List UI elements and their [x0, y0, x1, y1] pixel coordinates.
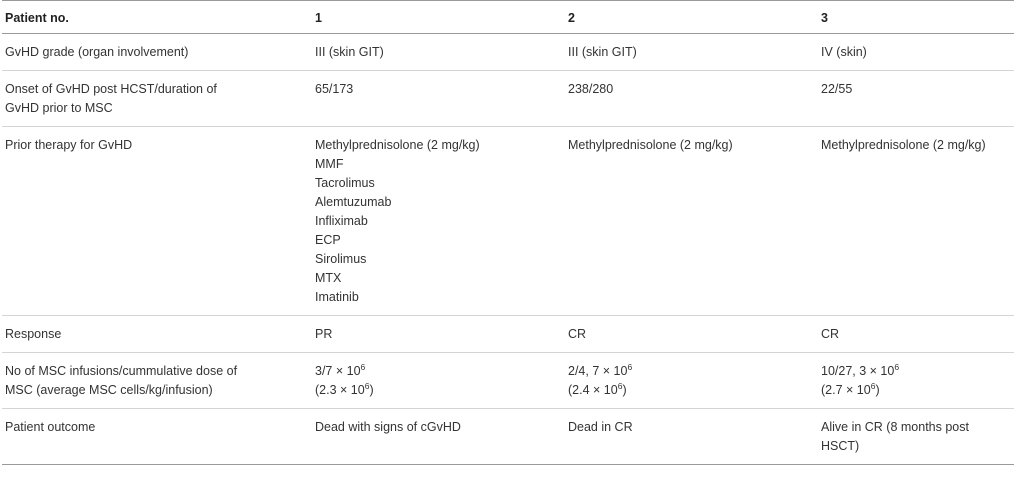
cell-text: (2.4 × 10	[568, 383, 618, 397]
cell-line	[315, 80, 565, 99]
table-row	[2, 127, 1014, 316]
row-label-line: GvHD grade (organ involvement)	[5, 45, 189, 59]
row-label-line: No of MSC infusions/cummulative dose of	[5, 364, 238, 378]
row-label-line: Patient outcome	[5, 420, 96, 434]
cell-text: CR	[568, 327, 587, 341]
cell-line	[315, 43, 565, 62]
cell-line	[821, 43, 1014, 62]
row-label-line: Onset of GvHD post HCST/duration of	[5, 82, 217, 96]
cell-line	[315, 231, 565, 250]
cell-text: Methylprednisolone (2 mg/kg)	[315, 138, 480, 152]
cell-text: IV (skin)	[821, 45, 867, 59]
cell-line	[315, 381, 565, 400]
exponent: 6	[627, 362, 633, 372]
cell-text: Infliximab	[315, 214, 368, 228]
header-patient-1: 1	[312, 1, 565, 34]
cell-line	[315, 136, 565, 155]
cell-text-suffix: )	[369, 383, 374, 397]
cell-text: III (skin GIT)	[568, 45, 637, 59]
cell-text: Methylprednisolone (2 mg/kg)	[568, 138, 733, 152]
cell-text-suffix: )	[875, 383, 880, 397]
cell-patient-3	[818, 71, 1014, 127]
cell-text: (2.7 × 10	[821, 383, 871, 397]
row-label	[2, 34, 312, 71]
cell-line	[821, 362, 1014, 381]
cell-text: 10/27, 3 × 10	[821, 364, 895, 378]
cell-line	[315, 418, 565, 437]
cell-line	[568, 80, 818, 99]
cell-patient-1	[312, 316, 565, 353]
cell-line	[568, 43, 818, 62]
patient-table	[2, 0, 1014, 465]
cell-patient-1	[312, 71, 565, 127]
cell-text: Imatinib	[315, 290, 359, 304]
cell-text: III (skin GIT)	[315, 45, 384, 59]
cell-text: Alive in CR (8 months post	[821, 420, 969, 434]
cell-text: Dead in CR	[568, 420, 633, 434]
row-label	[2, 316, 312, 353]
exponent: 6	[617, 381, 623, 391]
cell-line	[821, 325, 1014, 344]
cell-text: (2.3 × 10	[315, 383, 365, 397]
table-body	[2, 34, 1014, 465]
cell-patient-2	[565, 34, 818, 71]
cell-line	[315, 362, 565, 381]
table-row	[2, 71, 1014, 127]
cell-line	[821, 418, 1014, 437]
cell-line	[315, 155, 565, 174]
cell-text: 2/4, 7 × 10	[568, 364, 628, 378]
cell-patient-2	[565, 127, 818, 316]
cell-text: Alemtuzumab	[315, 195, 392, 209]
cell-text: 238/280	[568, 82, 614, 96]
cell-patient-2	[565, 353, 818, 409]
cell-patient-2	[565, 71, 818, 127]
cell-patient-3	[818, 34, 1014, 71]
cell-patient-3	[818, 127, 1014, 316]
cell-line	[568, 381, 818, 400]
cell-patient-1	[312, 34, 565, 71]
row-label	[2, 353, 312, 409]
header-patient-2: 2	[565, 1, 818, 34]
cell-text: HSCT)	[821, 439, 860, 453]
cell-patient-3	[818, 316, 1014, 353]
cell-patient-2	[565, 409, 818, 465]
cell-line	[821, 80, 1014, 99]
cell-patient-3	[818, 409, 1014, 465]
row-label-line: GvHD prior to MSC	[5, 101, 113, 115]
cell-line	[568, 362, 818, 381]
cell-text: Tacrolimus	[315, 176, 375, 190]
header-patient-no: Patient no.	[2, 1, 312, 34]
cell-text: MTX	[315, 271, 342, 285]
cell-text-suffix: )	[622, 383, 627, 397]
cell-text: PR	[315, 327, 333, 341]
row-label-line: Response	[5, 327, 62, 341]
cell-patient-1	[312, 127, 565, 316]
cell-line	[568, 136, 818, 155]
row-label-line: Prior therapy for GvHD	[5, 138, 133, 152]
header-row	[2, 1, 1014, 34]
row-label-line: MSC (average MSC cells/kg/infusion)	[5, 383, 213, 397]
cell-patient-3	[818, 353, 1014, 409]
exponent: 6	[894, 362, 900, 372]
cell-text: 22/55	[821, 82, 853, 96]
cell-text: 3/7 × 10	[315, 364, 361, 378]
table-row	[2, 409, 1014, 465]
cell-line	[315, 325, 565, 344]
table-row	[2, 353, 1014, 409]
row-label	[2, 127, 312, 316]
cell-text: MMF	[315, 157, 344, 171]
cell-text: ECP	[315, 233, 341, 247]
cell-text: Methylprednisolone (2 mg/kg)	[821, 138, 986, 152]
cell-line	[821, 136, 1014, 155]
exponent: 6	[360, 362, 366, 372]
cell-line	[315, 269, 565, 288]
cell-text: Dead with signs of cGvHD	[315, 420, 461, 434]
header-patient-3: 3	[818, 1, 1014, 34]
row-label	[2, 71, 312, 127]
cell-line	[315, 212, 565, 231]
cell-line	[315, 288, 565, 307]
row-label	[2, 409, 312, 465]
cell-line	[821, 381, 1014, 400]
cell-line	[568, 418, 818, 437]
cell-line	[315, 250, 565, 269]
cell-line	[315, 193, 565, 212]
table-row	[2, 316, 1014, 353]
table-row	[2, 34, 1014, 71]
exponent: 6	[870, 381, 876, 391]
cell-line	[568, 325, 818, 344]
cell-text: 65/173	[315, 82, 354, 96]
cell-patient-1	[312, 353, 565, 409]
cell-line	[315, 174, 565, 193]
cell-patient-2	[565, 316, 818, 353]
cell-line	[821, 437, 1014, 456]
cell-patient-1	[312, 409, 565, 465]
cell-text: Sirolimus	[315, 252, 367, 266]
exponent: 6	[364, 381, 370, 391]
cell-text: CR	[821, 327, 840, 341]
